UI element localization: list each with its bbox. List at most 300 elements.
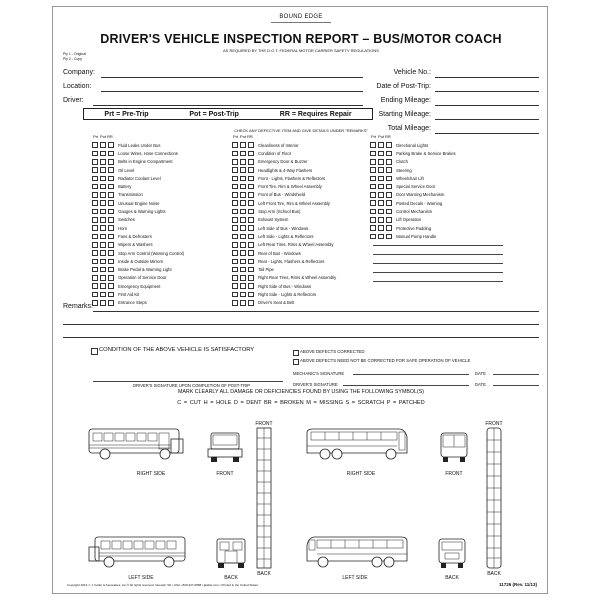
driver-post-trip-signature-label: DRIVER'S SIGNATURE UPON COMPLETION OF POST-TRIP — [133, 383, 251, 388]
checklist-row — [370, 149, 456, 157]
date-post-trip-field[interactable] — [435, 91, 539, 92]
checklist-rr-checkbox[interactable] — [108, 259, 114, 265]
checklist-pot-checkbox[interactable] — [240, 234, 246, 240]
checklist-row — [370, 174, 424, 182]
coach-top-back-label: BACK — [487, 571, 501, 577]
checklist-rr-checkbox[interactable] — [248, 176, 254, 182]
checklist-prt-checkbox[interactable] — [370, 176, 376, 182]
form-number: 11726 (Rev. 11/13) — [499, 582, 537, 587]
checklist-row — [232, 249, 301, 257]
checklist-prt-checkbox[interactable] — [370, 209, 376, 215]
col1-rr-header: RR — [107, 134, 113, 139]
driver-signature-line[interactable] — [343, 385, 469, 386]
checklist-pot-checkbox[interactable] — [378, 225, 384, 231]
coach-front-label: FRONT — [445, 471, 463, 477]
driver-label: Driver: — [63, 97, 84, 104]
checklist-rr-checkbox[interactable] — [108, 250, 114, 256]
checklist-blank-line[interactable] — [373, 281, 503, 282]
driver-signature-label: DRIVER'S SIGNATURE — [293, 382, 338, 387]
checklist-rr-checkbox[interactable] — [248, 184, 254, 190]
ply-1-label: Ply 1 - Original — [63, 52, 86, 56]
checklist-row — [92, 141, 160, 149]
checklist-item-label: Fluid Leaks Under Bus — [118, 142, 161, 148]
checklist-row — [232, 274, 336, 282]
damage-codes: C = CUT H = HOLE D = DENT BR = BROKEN M = MISSING S = SCRATCH P = PATCHED — [177, 400, 425, 406]
legend-box — [83, 108, 373, 120]
checklist-item-label: Left Side of Bus - Windows — [258, 225, 309, 231]
checklist-row — [370, 199, 442, 207]
checklist-pot-checkbox[interactable] — [240, 259, 246, 265]
checklist-pot-checkbox[interactable] — [100, 275, 106, 281]
checklist-pot-checkbox[interactable] — [100, 159, 106, 165]
damage-instruction: MARK CLEARLY ALL DAMAGE OR DEFICIENCIES FOUND BY USING THE FOLLOWING SYMBOL(S) — [177, 389, 425, 395]
checklist-prt-checkbox[interactable] — [92, 250, 98, 256]
checklist-prt-checkbox[interactable] — [370, 225, 376, 231]
checklist-prt-checkbox[interactable] — [370, 159, 376, 165]
checklist-prt-checkbox[interactable] — [92, 151, 98, 157]
checklist-row — [92, 158, 173, 166]
checklist-item-label: Left Rear Tires, Rims & Wheel Assembly — [258, 242, 334, 248]
checklist-rr-checkbox[interactable] — [108, 200, 114, 206]
col3-prt-header: Prt — [371, 134, 377, 139]
checklist-pot-checkbox[interactable] — [378, 200, 384, 206]
checklist-rr-checkbox[interactable] — [386, 192, 392, 198]
checklist-pot-checkbox[interactable] — [240, 300, 246, 306]
coach-left-side-label: LEFT SIDE — [342, 575, 368, 581]
checklist-rr-checkbox[interactable] — [248, 267, 254, 273]
checklist-pot-checkbox[interactable] — [100, 217, 106, 223]
checklist-prt-checkbox[interactable] — [92, 192, 98, 198]
checklist-pot-checkbox[interactable] — [100, 292, 106, 298]
checklist-item-label: Steering — [396, 167, 412, 173]
remarks-line-2[interactable] — [63, 324, 539, 325]
satisfactory-label: CONDITION OF THE ABOVE VEHICLE IS SATISFACTORY — [99, 347, 255, 353]
checklist-prt-checkbox[interactable] — [92, 225, 98, 231]
location-field[interactable] — [101, 91, 363, 92]
checklist-pot-checkbox[interactable] — [378, 151, 384, 157]
driver-date-line[interactable] — [493, 385, 539, 386]
checklist-pot-checkbox[interactable] — [100, 225, 106, 231]
checklist-pot-checkbox[interactable] — [100, 151, 106, 157]
checklist-row — [232, 224, 308, 232]
checklist-prt-checkbox[interactable] — [92, 283, 98, 289]
checklist-prt-checkbox[interactable] — [92, 242, 98, 248]
checklist-rr-checkbox[interactable] — [108, 283, 114, 289]
checklist-row — [92, 257, 163, 265]
checklist-pot-checkbox[interactable] — [240, 225, 246, 231]
checklist-row — [232, 207, 300, 215]
checklist-pot-checkbox[interactable] — [378, 142, 384, 148]
checklist-item-label: Right Side of Bus - Windows — [258, 283, 312, 289]
checklist-rr-checkbox[interactable] — [248, 209, 254, 215]
checklist-row — [92, 149, 178, 157]
checklist-blank-line[interactable] — [373, 263, 503, 264]
checklist-rr-checkbox[interactable] — [248, 283, 254, 289]
checklist-pot-checkbox[interactable] — [100, 184, 106, 190]
checklist-item-label: First Aid Kit — [118, 292, 140, 298]
col2-prt-header: Prt — [233, 134, 239, 139]
checklist-prt-checkbox[interactable] — [92, 176, 98, 182]
checklist-pot-checkbox[interactable] — [378, 234, 384, 240]
total-mileage-field[interactable] — [435, 133, 539, 134]
legend-prt: Prt = Pre-Trip — [104, 110, 149, 118]
checklist-row — [232, 141, 299, 149]
checklist-row — [232, 166, 312, 174]
checklist-prt-checkbox[interactable] — [92, 159, 98, 165]
checklist-prt-checkbox[interactable] — [370, 192, 376, 198]
checklist-row — [232, 174, 325, 182]
checklist-rr-checkbox[interactable] — [248, 151, 254, 157]
checklist-prt-checkbox[interactable] — [232, 242, 238, 248]
legend-pot: Pot = Post-Trip — [189, 110, 239, 118]
checklist-item-label: Left Front Tire, Rim & Wheel Assembly — [258, 200, 330, 206]
checklist-pot-checkbox[interactable] — [100, 167, 106, 173]
checklist-row — [92, 174, 161, 182]
checklist-rr-checkbox[interactable] — [248, 200, 254, 206]
checklist-rr-checkbox[interactable] — [386, 142, 392, 148]
checklist-item-label: Wipers & Washers — [118, 242, 153, 248]
checklist-prt-checkbox[interactable] — [232, 275, 238, 281]
checklist-prt-checkbox[interactable] — [232, 142, 238, 148]
checklist-rr-checkbox[interactable] — [108, 275, 114, 281]
checklist-pot-checkbox[interactable] — [240, 250, 246, 256]
checklist-row — [232, 183, 322, 191]
checklist-pot-checkbox[interactable] — [100, 250, 106, 256]
school-bus-top-front-label: FRONT — [255, 421, 273, 427]
bound-edge-rule — [271, 22, 331, 23]
remarks-label: Remarks: — [63, 303, 93, 310]
checklist-pot-checkbox[interactable] — [100, 267, 106, 273]
checklist-rr-checkbox[interactable] — [386, 200, 392, 206]
checklist-pot-checkbox[interactable] — [240, 159, 246, 165]
checklist-prt-checkbox[interactable] — [92, 142, 98, 148]
checklist-item-label: Front of Bus - Windshield — [258, 192, 306, 198]
checklist-rr-checkbox[interactable] — [108, 234, 114, 240]
checklist-pot-checkbox[interactable] — [100, 176, 106, 182]
checklist-rr-checkbox[interactable] — [108, 167, 114, 173]
checklist-item-label: Oil Level — [118, 167, 135, 173]
checklist-prt-checkbox[interactable] — [370, 234, 376, 240]
checklist-prt-checkbox[interactable] — [232, 259, 238, 265]
checklist-pot-checkbox[interactable] — [378, 209, 384, 215]
checklist-rr-checkbox[interactable] — [248, 300, 254, 306]
date-post-trip-label: Date of Post-Trip: — [376, 83, 431, 90]
checklist-pot-checkbox[interactable] — [240, 283, 246, 289]
checklist-pot-checkbox[interactable] — [240, 184, 246, 190]
checklist-pot-checkbox[interactable] — [240, 142, 246, 148]
checklist-pot-checkbox[interactable] — [378, 192, 384, 198]
checklist-item-label: Directional Lights — [396, 142, 429, 148]
checklist-prt-checkbox[interactable] — [232, 234, 238, 240]
remarks-line-1[interactable] — [93, 311, 539, 312]
checklist-prt-checkbox[interactable] — [232, 151, 238, 157]
checklist-prt-checkbox[interactable] — [92, 292, 98, 298]
inspection-form-sheet — [52, 6, 548, 594]
checklist-prt-checkbox[interactable] — [92, 267, 98, 273]
checklist-prt-checkbox[interactable] — [232, 267, 238, 273]
checklist-item-label: Rear of Bus - Windows — [258, 250, 301, 256]
checklist-prt-checkbox[interactable] — [232, 250, 238, 256]
checklist-prt-checkbox[interactable] — [370, 167, 376, 173]
checklist-rr-checkbox[interactable] — [108, 176, 114, 182]
remarks-line-3[interactable] — [63, 337, 539, 338]
checklist-rr-checkbox[interactable] — [248, 234, 254, 240]
school-bus-back-diagram[interactable] — [215, 537, 247, 569]
checklist-rr-checkbox[interactable] — [108, 151, 114, 157]
not-needed-checkbox[interactable] — [293, 359, 299, 365]
checklist-row — [370, 166, 412, 174]
checklist-pot-checkbox[interactable] — [240, 292, 246, 298]
checklist-rr-checkbox[interactable] — [386, 209, 392, 215]
checklist-pot-checkbox[interactable] — [378, 167, 384, 173]
checklist-row — [232, 191, 305, 199]
checklist-item-label: Switches — [118, 217, 135, 223]
checklist-pot-checkbox[interactable] — [240, 176, 246, 182]
checklist-item-label: Exhaust System — [258, 217, 289, 223]
checklist-rr-checkbox[interactable] — [386, 225, 392, 231]
checklist-rr-checkbox[interactable] — [108, 242, 114, 248]
total-mileage-label: Total Mileage: — [387, 125, 431, 132]
checklist-pot-checkbox[interactable] — [100, 234, 106, 240]
checklist-rr-checkbox[interactable] — [248, 192, 254, 198]
checklist-item-label: Rear - Lights, Flashers & Reflectors — [258, 258, 325, 264]
checklist-item-label: Control Mechanism — [396, 209, 433, 215]
vehicle-no-field[interactable] — [435, 77, 539, 78]
checklist-row — [92, 290, 139, 298]
checklist-pot-checkbox[interactable] — [240, 192, 246, 198]
checklist-prt-checkbox[interactable] — [92, 209, 98, 215]
checklist-rr-checkbox[interactable] — [248, 242, 254, 248]
col3-rr-header: RR — [385, 134, 391, 139]
starting-mileage-field[interactable] — [435, 119, 539, 120]
checklist-item-label: Horn — [118, 225, 128, 231]
checklist-rr-checkbox[interactable] — [248, 167, 254, 173]
checklist-rr-checkbox[interactable] — [386, 217, 392, 223]
not-needed-label: ABOVE DEFECTS NEED NOT BE CORRECTED FOR SAFE OPERATION OF VEHICLE — [300, 358, 471, 363]
checklist-pot-checkbox[interactable] — [100, 142, 106, 148]
col1-prt-header: Prt — [93, 134, 99, 139]
checklist-pot-checkbox[interactable] — [240, 217, 246, 223]
coach-back-diagram[interactable] — [437, 537, 467, 569]
checklist-prt-checkbox[interactable] — [232, 200, 238, 206]
checklist-prt-checkbox[interactable] — [232, 167, 238, 173]
checklist-item-label: Headlights & 4-Way Flashers — [258, 167, 313, 173]
checklist-row — [92, 282, 160, 290]
checklist-row — [92, 216, 135, 224]
checklist-row — [92, 224, 127, 232]
school-bus-right-side-diagram[interactable] — [87, 425, 187, 463]
checklist-prt-checkbox[interactable] — [232, 159, 238, 165]
checklist-row — [370, 232, 436, 240]
checklist-prt-checkbox[interactable] — [92, 167, 98, 173]
checklist-pot-checkbox[interactable] — [100, 209, 106, 215]
checklist-pot-checkbox[interactable] — [100, 283, 106, 289]
school-bus-top-back-label: BACK — [257, 571, 271, 577]
checklist-item-label: Tail Pipe — [258, 267, 274, 273]
checklist-prt-checkbox[interactable] — [92, 234, 98, 240]
company-field[interactable] — [101, 77, 363, 78]
checklist-rr-checkbox[interactable] — [248, 159, 254, 165]
checklist-prt-checkbox[interactable] — [92, 217, 98, 223]
checklist-item-label: Cleanliness of Interior — [258, 142, 299, 148]
bound-edge-label: BOUND EDGE — [279, 14, 323, 20]
checklist-pot-checkbox[interactable] — [100, 300, 106, 306]
checklist-rr-checkbox[interactable] — [108, 159, 114, 165]
checklist-item-label: Left Side - Lights & Reflectors — [258, 233, 314, 239]
checklist-pot-checkbox[interactable] — [240, 200, 246, 206]
checklist-row — [370, 183, 435, 191]
checklist-item-label: Special Service Door — [396, 184, 436, 190]
starting-mileage-label: Starting Mileage: — [378, 111, 431, 118]
school-bus-right-side-label: RIGHT SIDE — [136, 471, 166, 477]
checklist-rr-checkbox[interactable] — [386, 184, 392, 190]
checklist-pot-checkbox[interactable] — [378, 176, 384, 182]
checklist-rr-checkbox[interactable] — [248, 292, 254, 298]
checklist-pot-checkbox[interactable] — [240, 267, 246, 273]
coach-back-label: BACK — [445, 575, 459, 581]
checklist-rr-checkbox[interactable] — [386, 176, 392, 182]
checklist-rr-checkbox[interactable] — [248, 225, 254, 231]
checklist-prt-checkbox[interactable] — [232, 300, 238, 306]
checklist-pot-checkbox[interactable] — [240, 167, 246, 173]
mechanic-signature-line[interactable] — [353, 374, 469, 375]
checklist-rr-checkbox[interactable] — [248, 259, 254, 265]
ending-mileage-field[interactable] — [435, 105, 539, 106]
checklist-rr-checkbox[interactable] — [108, 192, 114, 198]
checklist-pot-checkbox[interactable] — [240, 151, 246, 157]
checklist-rr-checkbox[interactable] — [108, 209, 114, 215]
coach-front-diagram[interactable] — [439, 431, 469, 463]
coach-top-view-diagram[interactable] — [485, 428, 503, 568]
checklist-prt-checkbox[interactable] — [232, 217, 238, 223]
checklist-row — [232, 232, 313, 240]
checklist-row — [92, 166, 134, 174]
vehicle-no-label: Vehicle No.: — [393, 69, 431, 76]
checklist-prt-checkbox[interactable] — [232, 209, 238, 215]
col1-pot-header: Pot — [100, 134, 107, 139]
driver-post-trip-signature-line[interactable] — [93, 381, 283, 382]
checklist-item-label: Front - Lights, Flashers & Reflectors — [258, 175, 326, 181]
coach-left-side-diagram[interactable] — [305, 535, 409, 571]
checklist-prt-checkbox[interactable] — [370, 200, 376, 206]
checklist-item-label: Wheelchair Lift — [396, 175, 424, 181]
checklist-prt-checkbox[interactable] — [370, 217, 376, 223]
driver-field[interactable] — [93, 105, 363, 106]
checklist-rr-checkbox[interactable] — [386, 167, 392, 173]
checklist-row — [92, 249, 184, 257]
checklist-prt-checkbox[interactable] — [370, 184, 376, 190]
checklist-prt-checkbox[interactable] — [370, 151, 376, 157]
checklist-blank-line[interactable] — [373, 254, 503, 255]
checklist-row — [232, 266, 274, 274]
school-bus-left-side-diagram[interactable] — [87, 533, 187, 571]
checklist-item-label: Driver's Seat & Belt — [258, 300, 295, 306]
checklist-rr-checkbox[interactable] — [386, 234, 392, 240]
checklist-pot-checkbox[interactable] — [378, 159, 384, 165]
checklist-prt-checkbox[interactable] — [232, 176, 238, 182]
form-title: DRIVER'S VEHICLE INSPECTION REPORT – BUS/MOTOR COACH — [100, 32, 502, 46]
school-bus-front-diagram[interactable] — [207, 431, 243, 463]
checklist-item-label: Stop Arm Control (Warning Control) — [118, 250, 184, 256]
checklist-item-label: Posted Decals - Warning — [396, 200, 443, 206]
checklist-pot-checkbox[interactable] — [378, 217, 384, 223]
coach-right-side-label: RIGHT SIDE — [346, 471, 376, 477]
coach-right-side-diagram[interactable] — [305, 427, 409, 463]
checklist-item-label: Parking Brake & Service Brakes — [396, 150, 456, 156]
checklist-row — [232, 299, 294, 307]
checklist-rr-checkbox[interactable] — [108, 142, 114, 148]
checklist-rr-checkbox[interactable] — [108, 267, 114, 273]
checklist-blank-line[interactable] — [373, 272, 503, 273]
checklist-row — [232, 290, 316, 298]
checklist-pot-checkbox[interactable] — [240, 242, 246, 248]
checklist-prt-checkbox[interactable] — [92, 259, 98, 265]
mechanic-signature-label: MECHANIC'S SIGNATURE — [293, 371, 345, 376]
checklist-pot-checkbox[interactable] — [100, 192, 106, 198]
checklist-rr-checkbox[interactable] — [248, 275, 254, 281]
checklist-pot-checkbox[interactable] — [100, 200, 106, 206]
checklist-prt-checkbox[interactable] — [232, 292, 238, 298]
form-subtitle: AS REQUIRED BY THE D.O.T. FEDERAL MOTOR CARRIER SAFETY REGULATIONS — [223, 48, 379, 53]
checklist-pot-checkbox[interactable] — [240, 275, 246, 281]
mechanic-date-line[interactable] — [493, 374, 539, 375]
checklist-item-label: Brake Pedal & Warning Light — [118, 267, 172, 273]
checklist-rr-checkbox[interactable] — [108, 300, 114, 306]
driver-date-label: DATE — [475, 382, 486, 387]
checklist-pot-checkbox[interactable] — [378, 184, 384, 190]
checklist-prt-checkbox[interactable] — [370, 142, 376, 148]
checklist-row — [370, 191, 444, 199]
checklist-item-label: Door Warning Mechanism — [396, 192, 445, 198]
checklist-prt-checkbox[interactable] — [92, 200, 98, 206]
checklist-prt-checkbox[interactable] — [232, 225, 238, 231]
checklist-rr-checkbox[interactable] — [108, 225, 114, 231]
checklist-prt-checkbox[interactable] — [92, 184, 98, 190]
checklist-row — [370, 207, 432, 215]
checklist-rr-checkbox[interactable] — [248, 217, 254, 223]
checklist-item-label: Operation of Service Door — [118, 275, 167, 281]
checklist-rr-checkbox[interactable] — [108, 217, 114, 223]
checklist-row — [92, 199, 160, 207]
checklist-item-label: Lift Operation — [396, 217, 422, 223]
corrected-label: ABOVE DEFECTS CORRECTED — [300, 349, 365, 354]
checklist-prt-checkbox[interactable] — [92, 275, 98, 281]
checklist-pot-checkbox[interactable] — [100, 259, 106, 265]
checklist-prt-checkbox[interactable] — [232, 283, 238, 289]
col2-pot-header: Pot — [240, 134, 247, 139]
checklist-prt-checkbox[interactable] — [232, 192, 238, 198]
checklist-pot-checkbox[interactable] — [100, 242, 106, 248]
corrected-checkbox[interactable] — [293, 350, 299, 356]
checklist-rr-checkbox[interactable] — [108, 292, 114, 298]
checklist-rr-checkbox[interactable] — [386, 159, 392, 165]
checklist-item-label: Stop Arm (School Bus) — [258, 209, 301, 215]
checklist-rr-checkbox[interactable] — [248, 250, 254, 256]
checklist-pot-checkbox[interactable] — [240, 209, 246, 215]
satisfactory-checkbox[interactable] — [91, 348, 98, 355]
ply-2-label: Ply 2 - Copy — [63, 57, 83, 61]
checklist-rr-checkbox[interactable] — [386, 151, 392, 157]
checklist-row — [92, 183, 131, 191]
checklist-blank-line[interactable] — [373, 245, 503, 246]
checklist-item-label: Battery — [118, 184, 132, 190]
school-bus-top-view-diagram[interactable] — [255, 428, 273, 568]
checklist-item-label: Front Tire, Rim & Wheel Assembly — [258, 184, 322, 190]
checklist-rr-checkbox[interactable] — [248, 142, 254, 148]
checklist-rr-checkbox[interactable] — [108, 184, 114, 190]
checklist-prt-checkbox[interactable] — [232, 184, 238, 190]
checklist-row — [232, 158, 308, 166]
